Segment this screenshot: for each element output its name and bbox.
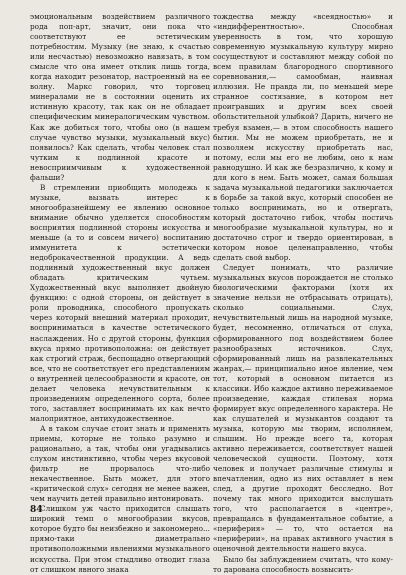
paragraph: тождества между «всеядностью» и «индифферентностью». Способная уверенность в том, что хорошую современную музыкальную культуру мирно сосуществуют и составляют между собой по всем правилам благородного спортивного соревнования,— самообман, наивная иллюзия. Не правда ли, по меньшей мере странное состязание, в котором нет проигравших и другим всех своей обольстительной улыбкой? Дарить, ничего не требуя взамен,— в этом способность нашего бытия. Мы не можем приобретать, не и позволяем искусству приобретать нас, потому, если мы его не любим, оно к нам равнодушно. И как же безразлично, к кому и для кого в нем. Быть может, самая большая задача музыкальной педагогики заключается в борьбе за такой вкус, который способен не только воспринимать, но и отвергать, который достаточно гибок, чтобы постичь многообразие музыкальной культуры, но и достаточно строг и твердо ориентирован, в котором новое целенаправленно, чтобы сделать свой выбор. xyxy=(213,12,393,263)
paragraph: Слишком уж часто приходится слышать широкий темп о многообразии вкусов, которое будто бы неизбежно и закономерно... прямо-таки диаметрально противоположными явлениями музыкального искусства. При этом стыдливо отводит глаза от слишком явного знака xyxy=(30,504,210,574)
right-column xyxy=(213,12,393,575)
left-column xyxy=(30,12,210,575)
page-number: 84 xyxy=(30,505,43,515)
paragraph: В стремлении приобщить молодежь к музыке, вызвать интерес к многообразнейшему ее явлению основное внимание обычно уделяется способностям восприятия подлинной стороны искусства и меньше (а то и совсем ничего) воспитанию иммунитета к эстетически недоброкачественной продукции. А ведь подлинный художественный вкус должен обладать критическим чутьем. Художественный вкус выполняет двойную функцию: с одной стороны, он действует в роли проводника, способного пропускать через который внешний материал проходит, восприниматься в качестве эстетического наслаждения. Но с другой стороны, функция вкуса прямо противоположна: он действует как строгий страж, беспощадно отвергающий все, что не соответствует его представлениям о внутренней целесообразности и красоте, он делает человека нечувствительным к произведениям определенного сорта, более того, заставляет воспринимать их как нечто малоприятное, антихудожественное. xyxy=(30,182,210,423)
paragraph: Было бы заблуждением считать, что кому-то дарована способность возвысить- xyxy=(213,554,393,574)
paragraph: Следует понимать, что различие музыкальных вкусов порождается не столько биологическими факторами (хотя их значение нельзя не отбрасывать отрицать), сколько социальными. Слух, нечувствительный лишь на народной музыке, будет, несомненно, отличаться от слуха, сформированного под воздействием более разнообразных источников. Слух, сформированный лишь на развлекательных жанрах,— принципиально иное явление, чем тот, который в основном питается из классики. Ибо каждое активно переживаемое произведение, каждая стилевая норма формирует вкус определенного характера. Не как слушателей и музыкантов создают та музыка, которую мы творим, исполняем, слышим. Но прежде всего та, которая активно переживается, соответствует нашей человеческой сущности. Поэтому, хотя человек и получает различные стимулы и впечатления, одно из них оставляет в нем след, а другие проходят бесследно. Вот почему так много приходится выслушать того, что располагается в «центре», превращаясь в фундаментальное событие, а «периферия» — то, что остается на «периферии», на правах активного участия в оценочной деятельности нашего вкуса. xyxy=(213,263,393,554)
paragraph: А в таком случае стоит знать и применять приемы, которые не только разумно и рационально, а так, чтобы они угадывались слухом инстинктивно, чтобы через вкусовой фильтр не прорвалось что-либо некачественное. Быть может, для этого «критической слух» сегодня не менее важен, чем научить детей правильно интонировать. xyxy=(30,423,210,504)
paragraph: эмоциональным воздействием различного рода поп-арт, значит, они пока что соответствуют ее эстетическим потребностям. Музыку (не знаю, к счастью или несчастью) невозможно навязать, в том смысле что она имеет отклик лишь тогда, когда находит резонатор, настроенный на ее волну. Маркс говорил, что торговец минералами не в состоянии оценить их истинную красоту, так как он не обладает специфическим минералогическим чувством. Как же добиться того, чтобы оно (в нашем случае чувство музыки, музыкальный вкус) появилось? Как сделать, чтобы человек стал чутким к подлинной красоте и невосприимчивым к художественной фальши? xyxy=(30,12,210,182)
